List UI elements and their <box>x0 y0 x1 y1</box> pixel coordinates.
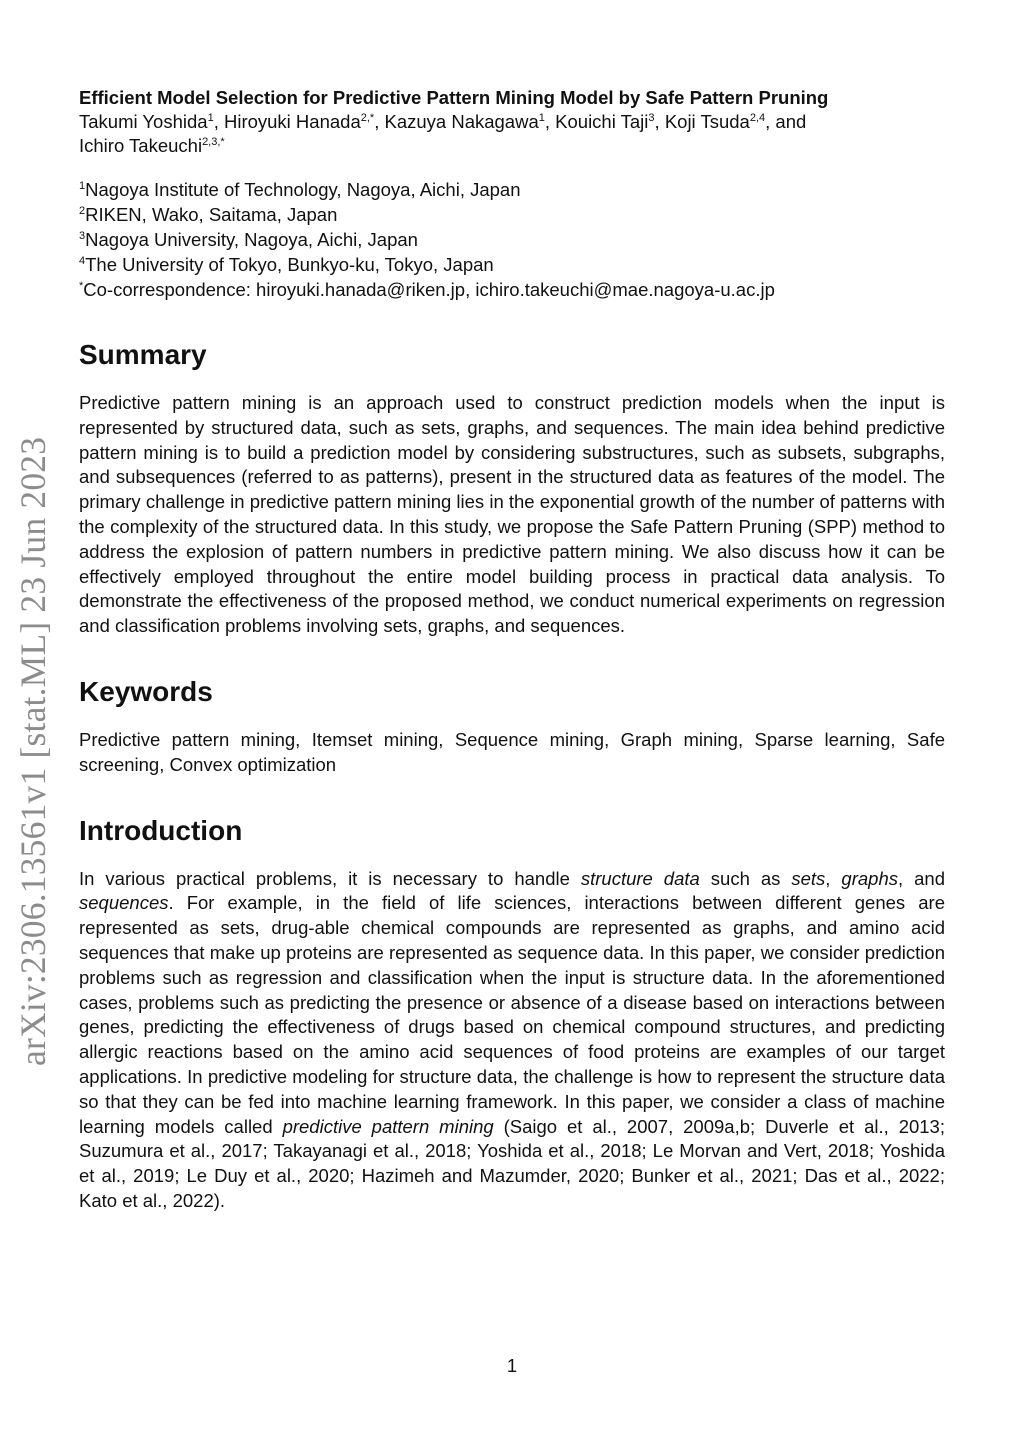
intro-emphasis: graphs <box>841 867 898 889</box>
summary-text: Predictive pattern mining is an approach used to construct prediction models when the input is represented by structured data, such as sets, graphs, and sequences. The main idea behind predictive pattern mining is to build a prediction model by considering substructures, such as subsets, subgraphs, and subsequences (referred to as patterns), present in the structured data as features of the model. The primary challenge in predictive pattern mining lies in the exponential growth of the number of patterns with the complexity of the structured data. In this study, we propose the Safe Pattern Pruning (SPP) method to address the explosion of pattern numbers in predictive pattern mining. We also discuss how it can be effectively employed throughout the entire model building process in practical data analysis. To demonstrate the effectiveness of the proposed method, we conduct numerical experiments on regression and classification problems involving sets, graphs, and sequences. <box>79 392 945 637</box>
affiliation-list <box>79 177 945 302</box>
author-name: Koji Tsuda <box>664 111 750 132</box>
author-affiliation-mark: 3 <box>648 111 655 124</box>
author-name: Kouichi Taji <box>555 111 649 132</box>
author-separator: , <box>374 111 385 132</box>
affiliation-mark: 2 <box>79 204 86 217</box>
affiliation <box>79 252 945 277</box>
author-name: Ichiro Takeuchi <box>79 135 203 156</box>
intro-text-segment: , and <box>898 867 945 889</box>
affiliation <box>79 202 945 227</box>
author-name: Kazuya Nakagawa <box>384 111 539 132</box>
affiliation-mark: 3 <box>79 229 86 242</box>
author-separator: , <box>654 111 665 132</box>
intro-emphasis: sequences <box>79 892 169 914</box>
author-separator: , <box>213 111 224 132</box>
intro-emphasis: structure data <box>580 867 700 889</box>
page-number: 1 <box>506 1355 518 1376</box>
affiliation-text: The University of Tokyo, Bunkyo-ku, Tokyo, Japan <box>85 254 494 275</box>
author-separator: , <box>544 111 556 132</box>
intro-text-segment: . For example, in the field of life sciences, interactions between different genes are represented as sets, drug-able chemical compounds are represented as graphs, and amino acid sequences that make up proteins are represented as sequence data. In this paper, we consider prediction problems such as regression and classification when the input is structure data. In the aforementioned cases, problems such as predicting the presence or absence of a disease based on interactions between genes, predicting the effectiveness of drugs based on chemical compound structures, and predicting allergic reactions based on the amino acid sequences of food proteins are examples of our target applications. In predictive modeling for structure data, the challenge is how to represent the structure data so that they can be fed into machine learning framework. In this paper, we consider a class of machine learning models called <box>79 892 945 1137</box>
intro-emphasis: predictive pattern mining <box>282 1115 494 1137</box>
affiliation-text: RIKEN, Wako, Saitama, Japan <box>85 204 338 225</box>
author-separator: , and <box>765 111 807 132</box>
author-name: Hiroyuki Hanada <box>223 111 361 132</box>
introduction-text <box>79 867 945 1214</box>
arxiv-identifier: arXiv:2306.13561v1 [stat.ML] 23 Jun 2023 <box>13 436 53 1066</box>
author-affiliation-mark: 1 <box>207 111 214 124</box>
author-affiliation-mark: 2,4 <box>749 111 766 124</box>
correspondence <box>79 277 945 302</box>
author-affiliation-mark: 2,3,* <box>202 135 225 148</box>
keywords-text: Predictive pattern mining, Itemset mining, Sequence mining, Graph mining, Sparse learning, Safe screening, Convex optimization <box>79 728 945 775</box>
intro-text-segment: , <box>825 867 842 889</box>
intro-text-segment: In various practical problems, it is necessary to handle <box>79 867 581 889</box>
intro-text-segment: such as <box>699 867 792 889</box>
author-affiliation-mark: 2,* <box>360 111 375 124</box>
affiliation-text: Nagoya University, Nagoya, Aichi, Japan <box>85 229 418 250</box>
affiliation-text: Nagoya Institute of Technology, Nagoya, Aichi, Japan <box>85 179 521 200</box>
author-affiliation-mark: 1 <box>538 111 545 124</box>
affiliation <box>79 227 945 252</box>
introduction-heading: Introduction <box>79 814 243 846</box>
affiliation-mark: 1 <box>79 179 86 192</box>
paper-title: Efficient Model Selection for Predictive Pattern Mining Model by Safe Pattern Pruning <box>79 87 829 108</box>
author-list <box>79 110 945 158</box>
intro-text-segment: (Saigo et al., 2007, 2009a,b; Duverle et al., 2013; Suzumura et al., 2017; Takayanagi et al., 2018; Yoshida et al., 2018; Le Morvan and Vert, 2018; Yoshida et al., 2019; Le Duy et al., 2020; Hazimeh and Mazumder, 2020; Bunker et al., 2021; Das et al., 2022; Kato et al., 2022). <box>79 1115 945 1211</box>
author-name: Takumi Yoshida <box>79 111 208 132</box>
correspondence-text: Co-correspondence: hiroyuki.hanada@riken.jp, ichiro.takeuchi@mae.nagoya-u.ac.jp <box>83 279 775 300</box>
paper-page <box>79 86 945 1214</box>
summary-heading: Summary <box>79 339 207 370</box>
intro-emphasis: sets <box>791 867 826 889</box>
affiliation <box>79 177 945 202</box>
keywords-heading: Keywords <box>79 675 213 707</box>
correspondence-mark: * <box>79 279 84 292</box>
affiliation-mark: 4 <box>79 254 86 267</box>
